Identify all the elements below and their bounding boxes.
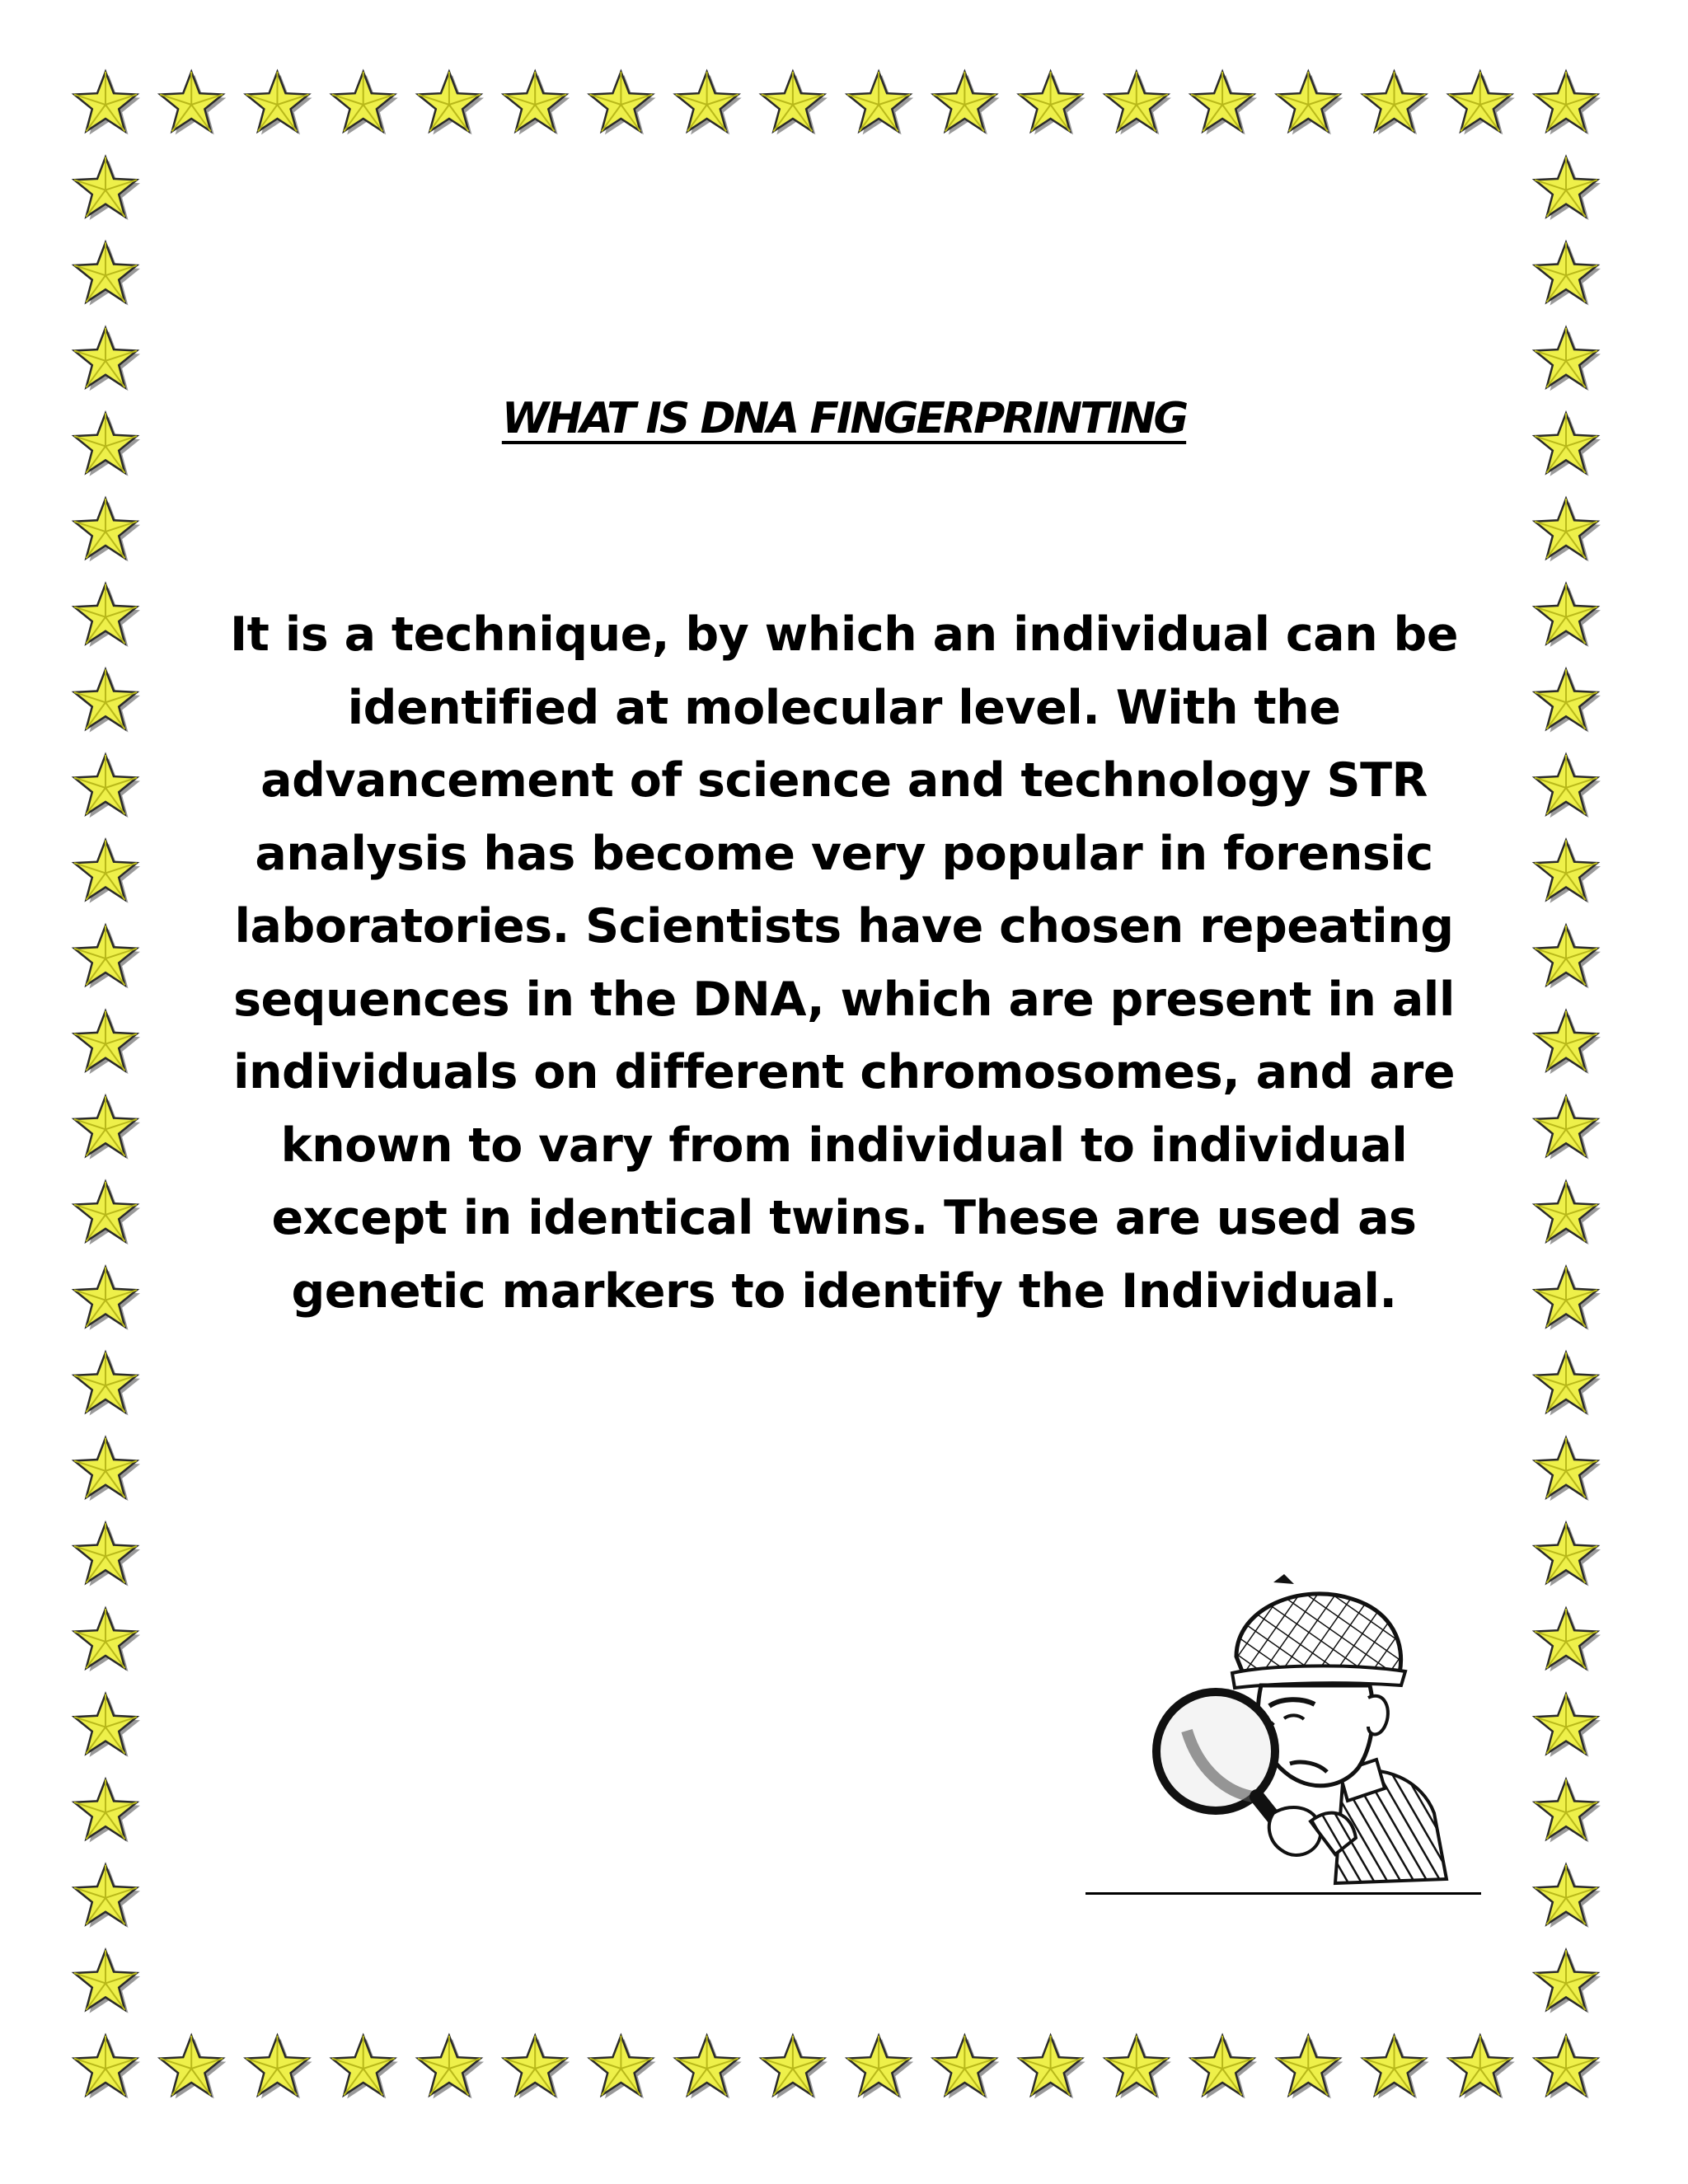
star-icon (74, 841, 140, 903)
star-icon (1535, 1182, 1601, 1244)
star-icon (1535, 1694, 1601, 1757)
body-paragraph (209, 598, 1479, 1328)
star-icon (74, 1609, 140, 1671)
star-icon (74, 242, 140, 305)
star-icon (1191, 2036, 1257, 2098)
star-icon (1535, 841, 1601, 903)
star-icon (332, 72, 398, 134)
paragraph-line: It is a technique, by which an individual can be (229, 607, 1459, 662)
detective-with-magnifying-glass-icon (1137, 1566, 1484, 1896)
star-icon (74, 584, 140, 647)
paragraph-line: individuals on different chromosomes, and are (232, 1045, 1456, 1099)
star-icon (74, 669, 140, 732)
star-icon (1535, 1352, 1601, 1415)
star-icon (1535, 157, 1601, 220)
star-icon (1363, 72, 1429, 134)
star-icon (160, 2036, 226, 2098)
star-icon (74, 1523, 140, 1586)
paragraph-line: advancement of science and technology STR (260, 753, 1428, 808)
star-icon (418, 2036, 484, 2098)
star-icon (762, 72, 828, 134)
star-icon (160, 72, 226, 134)
star-icon (1535, 669, 1601, 732)
star-icon (847, 72, 913, 134)
paragraph-line: laboratories. Scientists have chosen repeating (234, 899, 1454, 954)
star-icon (933, 2036, 999, 2098)
star-icon (676, 72, 742, 134)
paragraph-line: genetic markers to identify the Individual. (291, 1263, 1397, 1319)
star-icon (246, 72, 312, 134)
star-icon (74, 926, 140, 988)
star-icon (74, 499, 140, 561)
star-icon (74, 1182, 140, 1244)
star-icon (246, 2036, 312, 2098)
star-icon (933, 72, 999, 134)
star-icon (1535, 2036, 1601, 2098)
paragraph-line: sequences in the DNA, which are present in all (233, 972, 1455, 1027)
star-icon (762, 2036, 828, 2098)
star-icon (1535, 755, 1601, 818)
star-icon (589, 2036, 655, 2098)
star-icon (1535, 926, 1601, 988)
star-icon (1449, 72, 1515, 134)
star-icon (1191, 72, 1257, 134)
star-icon (847, 2036, 913, 2098)
star-icon (1535, 72, 1601, 134)
page-title (0, 394, 1688, 443)
star-icon (1363, 2036, 1429, 2098)
star-icon (74, 1779, 140, 1842)
star-icon (1535, 1865, 1601, 1928)
star-icon (589, 72, 655, 134)
star-icon (1449, 2036, 1515, 2098)
star-icon (1535, 499, 1601, 561)
star-icon (74, 1268, 140, 1330)
star-icon (1535, 1523, 1601, 1586)
star-icon (1535, 328, 1601, 391)
star-icon (1535, 1438, 1601, 1501)
star-icon (74, 1438, 140, 1501)
star-icon (74, 1096, 140, 1159)
star-icon (1105, 2036, 1171, 2098)
star-icon (1535, 1950, 1601, 2013)
star-icon (74, 72, 140, 134)
star-icon (1535, 242, 1601, 305)
star-icon (1535, 1779, 1601, 1842)
star-icon (504, 2036, 570, 2098)
paragraph-line: except in identical twins. These are used as (271, 1191, 1417, 1245)
star-icon (1535, 1268, 1601, 1330)
star-icon (74, 1694, 140, 1757)
star-icon (1535, 1011, 1601, 1074)
paragraph-line: identified at molecular level. With the (347, 680, 1341, 735)
signature-line (1085, 1892, 1481, 1895)
star-icon (332, 2036, 398, 2098)
star-icon (74, 755, 140, 818)
star-icon (418, 72, 484, 134)
star-icon (1277, 72, 1343, 134)
star-icon (74, 2036, 140, 2098)
star-icon (1535, 1609, 1601, 1671)
star-icon (1105, 72, 1171, 134)
star-icon (1535, 584, 1601, 647)
star-icon (74, 1865, 140, 1928)
star-icon (1277, 2036, 1343, 2098)
star-icon (74, 1352, 140, 1415)
star-icon (74, 157, 140, 220)
star-icon (504, 72, 570, 134)
star-icon (74, 1950, 140, 2013)
paragraph-line: analysis has become very popular in forensic (255, 826, 1433, 881)
star-icon (1535, 1096, 1601, 1159)
star-icon (1020, 2036, 1085, 2098)
paragraph-line: known to vary from individual to individual (280, 1118, 1408, 1173)
page-title-text: WHAT IS DNA FINGERPRINTING (501, 394, 1187, 443)
star-icon (676, 2036, 742, 2098)
star-icon (1020, 72, 1085, 134)
star-icon (74, 328, 140, 391)
star-icon (74, 1011, 140, 1074)
